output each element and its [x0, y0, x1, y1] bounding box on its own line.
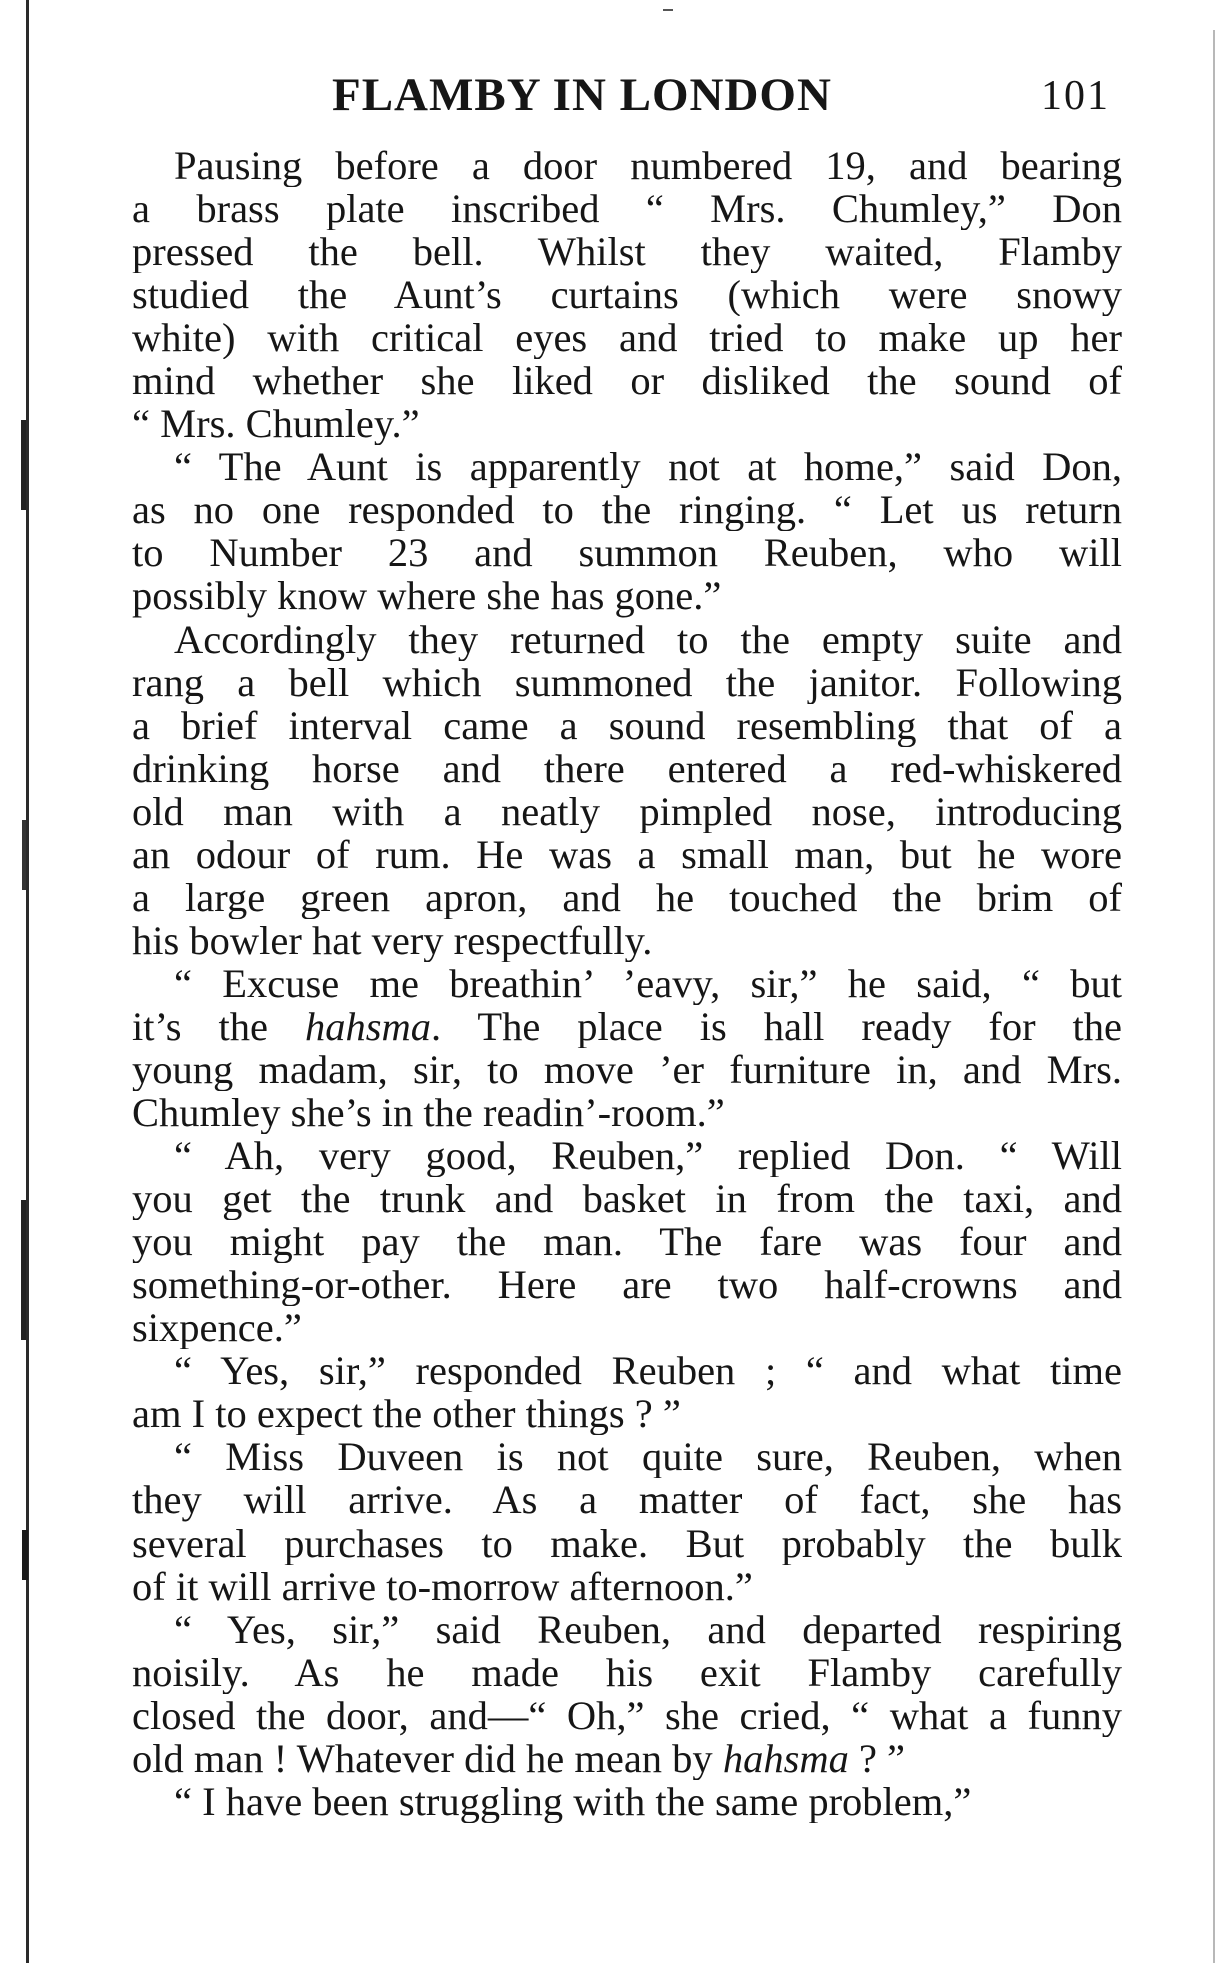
text-segment: a brief interval came a sound resembling that of a: [132, 703, 1122, 747]
text-line: [132, 962, 1122, 1005]
text-segment: Chumley she’s in the readin’-room.”: [132, 1091, 725, 1135]
text-line: [132, 1608, 1122, 1651]
page-right-edge: [1213, 30, 1215, 1963]
text-segment: something-or-other. Here are two half-crowns and: [132, 1263, 1122, 1307]
text-segment: am I to expect the other things ? ”: [132, 1392, 681, 1436]
scan-mark: [663, 9, 673, 11]
body-text: [132, 144, 1122, 1823]
text-line: [132, 316, 1122, 359]
text-line: [132, 919, 1122, 962]
text-line: [132, 531, 1122, 574]
text-segment: Accordingly they returned to the empty suite and: [174, 617, 1122, 661]
text-line: [132, 1134, 1122, 1177]
text-line: [132, 1522, 1122, 1565]
text-segment: to Number 23 and summon Reuben, who will: [132, 531, 1122, 575]
text-segment: old man ! Whatever did he mean by: [132, 1736, 723, 1780]
text-line: [132, 1392, 1122, 1435]
text-segment: they will arrive. As a matter of fact, she has: [132, 1478, 1122, 1522]
text-line: [132, 704, 1122, 747]
text-line: [132, 187, 1122, 230]
text-line: [132, 1091, 1122, 1134]
text-segment: a large green apron, and he touched the brim of: [132, 875, 1122, 919]
text-segment: “ Ah, very good, Reuben,” replied Don. “ Will: [174, 1134, 1122, 1178]
text-segment: “ The Aunt is apparently not at home,” said Don,: [174, 445, 1122, 489]
text-segment: ? ”: [848, 1736, 906, 1780]
text-line: [132, 790, 1122, 833]
text-line: [132, 359, 1122, 402]
text-segment: studied the Aunt’s curtains (which were snowy: [132, 273, 1122, 317]
text-line: [132, 1694, 1122, 1737]
page-number: 101: [1041, 73, 1110, 119]
text-segment: old man with a neatly pimpled nose, introducing: [132, 789, 1122, 833]
text-segment: “ I have been struggling with the same problem,”: [174, 1779, 972, 1823]
text-line: [132, 1005, 1122, 1048]
text-segment: a brass plate inscribed “ Mrs. Chumley,” Don: [132, 187, 1122, 231]
text-line: [132, 1651, 1122, 1694]
text-segment: “ Yes, sir,” responded Reuben ; “ and what time: [174, 1349, 1122, 1393]
text-segment: “ Excuse me breathin’ ’eavy, sir,” he said, “ but: [174, 961, 1122, 1005]
binding-marks: [19, 300, 35, 1900]
text-segment: possibly know where she has gone.”: [132, 574, 722, 618]
text-segment: of it will arrive to-morrow afternoon.”: [132, 1564, 753, 1608]
text-segment: as no one responded to the ringing. “ Let us return: [132, 488, 1122, 532]
running-title: FLAMBY IN LONDON: [332, 69, 832, 121]
text-line: [132, 445, 1122, 488]
text-segment: mind whether she liked or disliked the sound of: [132, 359, 1122, 403]
page-header: [132, 68, 1122, 128]
text-segment: “ Mrs. Chumley.”: [132, 402, 420, 446]
text-line: [132, 876, 1122, 919]
text-segment: you might pay the man. The fare was four and: [132, 1220, 1122, 1264]
text-line: [132, 1565, 1122, 1608]
text-line: [132, 488, 1122, 531]
text-segment: young madam, sir, to move ’er furniture in, and Mrs.: [132, 1047, 1122, 1092]
text-segment: “ Yes, sir,” said Reuben, and departed respiring: [174, 1607, 1122, 1651]
text-segment: several purchases to make. But probably the bulk: [132, 1521, 1122, 1565]
text-segment: sixpence.”: [132, 1306, 302, 1350]
text-segment: “ Miss Duveen is not quite sure, Reuben, when: [174, 1435, 1122, 1479]
text-line: [132, 1220, 1122, 1263]
text-line: [132, 1478, 1122, 1521]
text-line: [132, 1263, 1122, 1306]
italic-text: hahsma: [304, 1004, 431, 1048]
text-line: [132, 144, 1122, 187]
text-segment: Pausing before a door numbered 19, and bearing: [174, 144, 1122, 188]
text-line: [132, 230, 1122, 273]
text-line: [132, 402, 1122, 445]
text-line: [132, 747, 1122, 790]
text-segment: it’s the: [132, 1004, 305, 1048]
text-line: [132, 574, 1122, 617]
text-line: [132, 1177, 1122, 1220]
text-line: [132, 1349, 1122, 1392]
text-segment: white) with critical eyes and tried to make up her: [132, 316, 1122, 360]
text-segment: pressed the bell. Whilst they waited, Flamby: [132, 230, 1122, 274]
text-line: [132, 273, 1122, 316]
text-segment: an odour of rum. He was a small man, but he wore: [132, 832, 1122, 876]
text-segment: you get the trunk and basket in from the taxi, and: [132, 1177, 1122, 1221]
text-line: [132, 1306, 1122, 1349]
text-line: [132, 618, 1122, 661]
text-line: [132, 833, 1122, 876]
italic-text: hahsma: [722, 1736, 849, 1780]
text-line: [132, 661, 1122, 704]
text-segment: . The place is hall ready for the: [430, 1004, 1122, 1048]
text-segment: closed the door, and—“ Oh,” she cried, “ what a funny: [132, 1693, 1122, 1737]
text-line: [132, 1737, 1122, 1780]
text-line: [132, 1435, 1122, 1478]
text-segment: rang a bell which summoned the janitor. Following: [132, 660, 1122, 704]
text-line: [132, 1048, 1122, 1091]
text-segment: his bowler hat very respectfully.: [132, 918, 653, 962]
text-segment: drinking horse and there entered a red-whiskered: [132, 746, 1122, 790]
text-segment: noisily. As he made his exit Flamby carefully: [132, 1650, 1122, 1694]
text-line: [132, 1780, 1122, 1823]
